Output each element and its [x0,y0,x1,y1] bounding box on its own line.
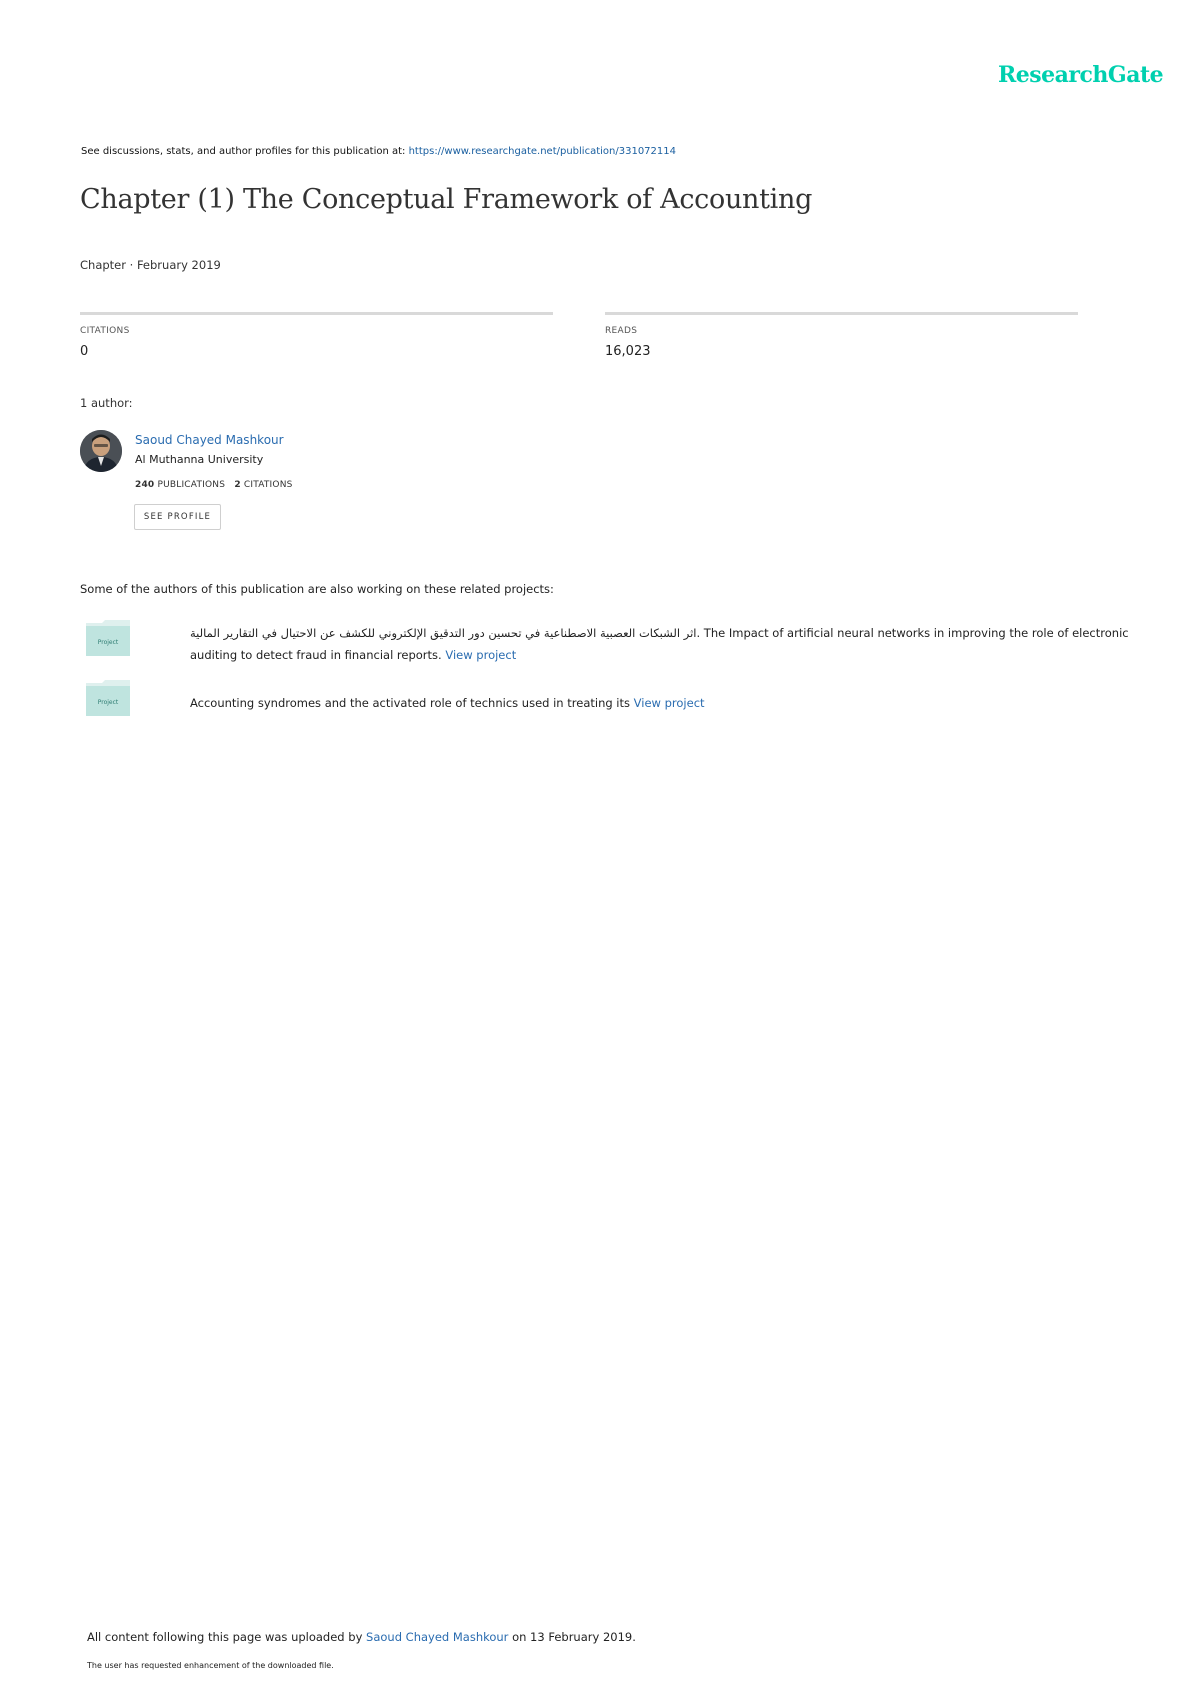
author-stats [135,480,293,490]
see-discussions-text: See discussions, stats, and author profiles for this publication at: [81,146,409,157]
project-folder-icon[interactable] [86,680,130,716]
project-description: Accounting syndromes and the activated role of technics used in treating its [190,696,631,710]
author-avatar[interactable] [80,430,122,472]
author-citations-count: 2 [234,480,241,490]
see-discussions-line [81,146,676,157]
reads-divider [605,312,1078,315]
citations-label: CITATIONS [80,326,130,336]
project-item [190,692,1130,714]
publication-meta: Chapter · February 2019 [80,258,221,272]
related-projects-heading: Some of the authors of this publication are also working on these related projects: [80,582,554,596]
project-icon-label: Project [97,699,119,706]
see-profile-button[interactable]: SEE PROFILE [134,504,221,530]
view-project-link[interactable]: View project [445,648,517,662]
project-folder-icon[interactable] [86,620,130,656]
citations-divider [80,312,553,315]
authors-count: 1 author: [80,396,133,410]
researchgate-logo[interactable]: ResearchGate [998,62,1164,88]
avatar-photo-icon [80,430,122,472]
folder-icon [86,620,130,656]
author-publications-count: 240 [135,480,155,490]
view-project-link[interactable]: View project [633,696,705,710]
publication-title: Chapter (1) The Conceptual Framework of Accounting [80,184,813,215]
project-item [190,622,1130,666]
reads-label: READS [605,326,638,336]
author-publications-label: PUBLICATIONS [157,480,226,490]
author-institution: Al Muthanna University [135,453,264,466]
footer-upload-line [87,1630,636,1644]
footer-upload-prefix: All content following this page was uploaded by [87,1630,367,1644]
uploader-link[interactable]: Saoud Chayed Mashkour [366,1630,509,1644]
folder-icon [86,680,130,716]
author-citations-label: CITATIONS [243,480,293,490]
project-description: اثر الشبكات العصبية الاصطناعية في تحسين دور التدقيق الإلكتروني للكشف عن الاحتيال في التقارير المالية. The Impact of artificial neural networks in improving the role of electronic auditing to detect fraud in financial reports. [190,626,1129,662]
author-name-link[interactable]: Saoud Chayed Mashkour [135,433,284,447]
footer-note: The user has requested enhancement of the downloaded file. [87,1661,334,1670]
footer-upload-suffix: on 13 February 2019. [508,1630,636,1644]
citations-value: 0 [80,344,89,359]
project-icon-label: Project [97,639,119,646]
reads-value: 16,023 [605,344,651,359]
publication-url-link[interactable]: https://www.researchgate.net/publication/331072114 [408,146,676,157]
